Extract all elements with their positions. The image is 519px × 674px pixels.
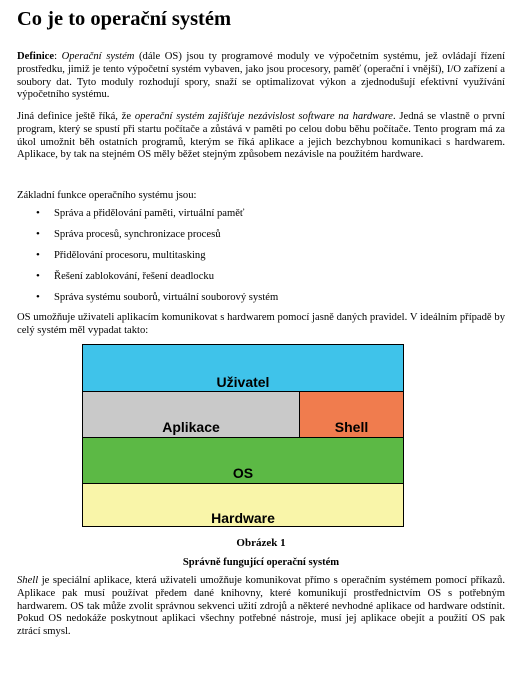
alternative-definition-paragraph [17,111,505,162]
list-item [17,206,487,227]
definition-term: Operační systém [61,51,135,62]
layer-hardware-label: Hardware [211,510,275,526]
bullet-icon: • [36,291,40,303]
definition-lead: Definice [17,51,55,62]
list-item [17,248,487,269]
layer-application [83,392,300,438]
figure-label: Obrázek 1 [236,537,286,549]
alt-def-post: . Jedná se vlastně o první program, který se spustí při startu počítače a zůstává v paměti po celou dobu běhu počítače. Tento program má za úkol umožnit běh ostatních programů, kterým se říká aplikace a jejich bezchybnou komunikaci s hardwarem. Aplikace, by tak na stejném OS měly běžet stejným způsobem nezávisle na použitém hardware. [17,111,505,161]
layer-os-label: OS [232,465,254,481]
bullet-icon: • [36,249,40,261]
layer-shell [300,392,403,438]
alt-def-pre: Jiná definice ještě říká, že [17,111,135,122]
functions-intro: Základní funkce operačního systému jsou: [17,190,197,201]
figure-caption: Správně fungující operační systém [182,557,340,568]
list-item-text: Řešení zablokování, řešení deadlocku [54,271,215,282]
os-layers-diagram [82,344,404,527]
definition-paragraph [17,51,505,102]
bullet-icon: • [36,270,40,282]
layer-os [83,438,403,484]
list-item-text: Správa systému souborů, virtuální souborový systém [54,292,279,303]
shell-lead: Shell [17,575,39,586]
layer-user-label: Uživatel [216,374,270,390]
alt-def-italic: operační systém zajišťuje nezávislost software na hardware [134,111,394,122]
functions-list [17,206,487,311]
list-item-text: Správa procesů, synchronizace procesů [54,229,221,240]
layer-user [83,345,403,392]
list-item [17,269,487,290]
definition-text: (dále OS) jsou ty programové moduly ve výpočetním systému, jež ovládají řízení prostředku, jimiž je tento výpočetní systém vybaven, jako jsou procesory, paměť (operační i vnější), I/O zařízení a soubory dat. Tyto moduly rozhodují spory, snaží se optimalizovat výkon a zjednodušují efektivní využívání výpočetního systému. [17,51,506,101]
diagram-intro-paragraph: OS umožňuje uživateli aplikacím komunikovat s hardwarem pomocí jasně daných pravidel. V ideálním případě by celý systém měl vypadat takto: [17,312,505,336]
list-item-text: Správa a přidělování paměti, virtuální paměť [54,208,245,219]
page-title: Co je to operační systém [17,8,232,30]
layer-shell-label: Shell [334,419,369,435]
layer-application-label: Aplikace [162,419,220,435]
layer-hardware [83,484,403,526]
definition-colon: : [54,51,62,62]
bullet-icon: • [36,207,40,219]
list-item [17,227,487,248]
bullet-icon: • [36,228,40,240]
shell-paragraph [17,575,505,639]
shell-text: je speciální aplikace, která uživateli umožňuje komunikovat přímo s operačním systémem pomocí příkazů. Aplikace pak musí používat předem dané knihovny, které komunikují prostřednictvím OS s potřebným hardwarem. OS tak může zvolit správnou sekvenci užití zdrojů a některé nevhodné aplikace od hardware odstínit. Pokud OS nedokáže poskytnout aplikaci všechny potřebné nástroje, musí jej aplikace obejít a použití OS pak ztrácí smysl. [17,575,505,638]
list-item-text: Přidělování procesoru, multitasking [54,250,206,261]
list-item [17,290,487,311]
